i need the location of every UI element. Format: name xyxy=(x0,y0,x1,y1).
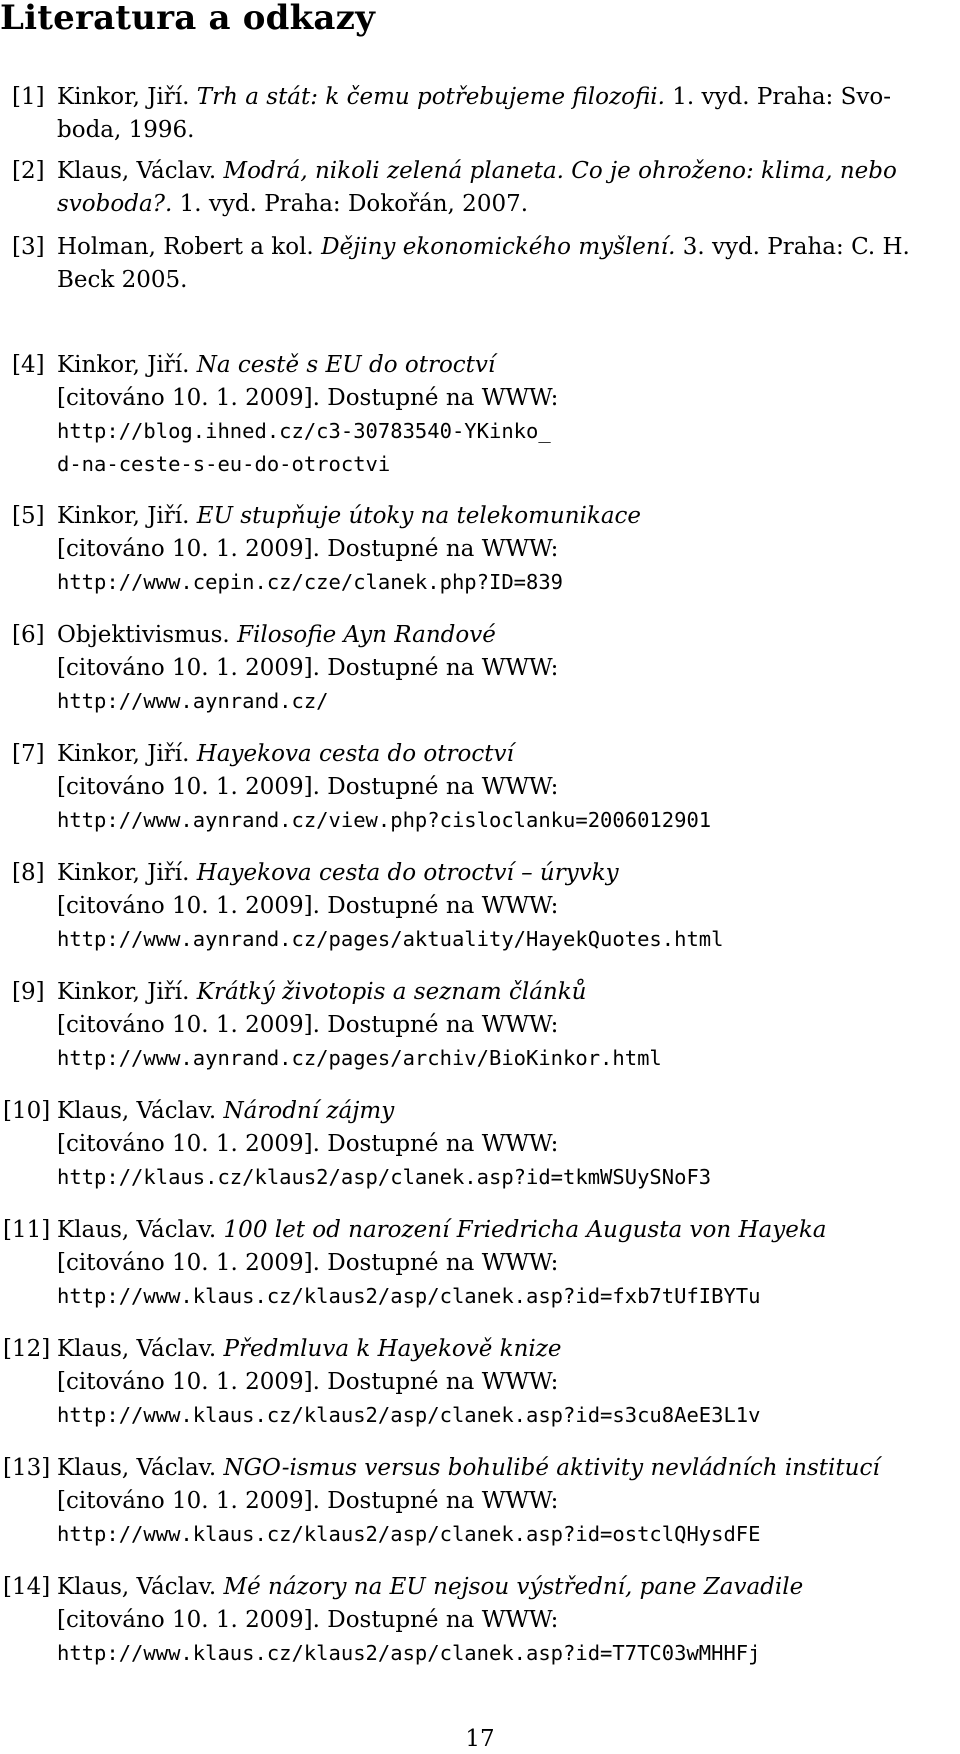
entry-publication: 1. vyd. Praha: Svo- xyxy=(672,84,891,110)
entry-text xyxy=(57,1095,957,1194)
entry-author: Klaus, Václav. xyxy=(57,1217,217,1243)
entry-text xyxy=(57,619,957,718)
entry-author: Kinkor, Jiří. xyxy=(57,84,190,110)
entry-cited: [citováno 10. 1. 2009]. Dostupné na WWW: xyxy=(57,774,559,800)
entry-label: [12] xyxy=(3,1336,51,1362)
entry-cited: [citováno 10. 1. 2009]. Dostupné na WWW: xyxy=(57,1012,559,1038)
entry-title: Hayekova cesta do otroctví xyxy=(196,741,514,767)
entry-label: [2] xyxy=(12,158,45,184)
entry-title: Dějiny ekonomického myšlení. xyxy=(321,234,676,260)
entry-text xyxy=(57,976,957,1075)
entry-text xyxy=(57,1571,957,1670)
entry-author: Kinkor, Jiří. xyxy=(57,860,190,886)
entry-publication-cont: boda, 1996. xyxy=(57,117,195,143)
entry-text xyxy=(57,857,957,956)
entry-title: Národní zájmy xyxy=(223,1098,395,1124)
entry-title: NGO-ismus versus bohulibé aktivity nevládních institucí xyxy=(223,1455,880,1481)
entry-label: [5] xyxy=(12,503,45,529)
entry-title: EU stupňuje útoky na telekomunikace xyxy=(196,503,642,529)
entry-cited: [citováno 10. 1. 2009]. Dostupné na WWW: xyxy=(57,893,559,919)
entry-url-link[interactable]: http://blog.ihned.cz/c3-30783540-YKinko_ xyxy=(57,419,551,443)
entry-author: Kinkor, Jiří. xyxy=(57,741,190,767)
entry-author: Kinkor, Jiří. xyxy=(57,979,190,1005)
entry-text xyxy=(57,1333,957,1432)
entry-cited: [citováno 10. 1. 2009]. Dostupné na WWW: xyxy=(57,1607,559,1633)
entry-cited: [citováno 10. 1. 2009]. Dostupné na WWW: xyxy=(57,1488,559,1514)
entry-label: [10] xyxy=(3,1098,51,1124)
entry-text xyxy=(57,1452,957,1551)
entry-author: Kinkor, Jiří. xyxy=(57,503,190,529)
entry-text xyxy=(57,738,957,837)
entry-text xyxy=(57,1214,957,1313)
entry-label: [3] xyxy=(12,234,45,260)
entry-title-cont: svoboda?. xyxy=(57,191,173,217)
entry-author: Holman, Robert a kol. xyxy=(57,234,314,260)
entry-title: Trh a stát: k čemu potřebujeme filozofii. xyxy=(196,84,665,110)
entry-author: Klaus, Václav. xyxy=(57,1455,217,1481)
entry-url-link[interactable]: http://www.aynrand.cz/ xyxy=(57,689,329,713)
entry-text xyxy=(57,349,957,481)
entry-text xyxy=(57,231,957,297)
entry-author: Klaus, Václav. xyxy=(57,1574,217,1600)
entry-author: Objektivismus. xyxy=(57,622,230,648)
entry-url-link[interactable]: http://www.klaus.cz/klaus2/asp/clanek.asp?id=s3cu8AeE3L1v xyxy=(57,1403,761,1427)
entry-author: Klaus, Václav. xyxy=(57,158,217,184)
entry-publication-cont: Beck 2005. xyxy=(57,267,188,293)
entry-title: Krátký životopis a seznam článků xyxy=(196,979,587,1005)
entry-publication: 1. vyd. Praha: Dokořán, 2007. xyxy=(179,191,529,217)
entry-url-link[interactable]: http://www.cepin.cz/cze/clanek.php?ID=839 xyxy=(57,570,564,594)
entry-cited: [citováno 10. 1. 2009]. Dostupné na WWW: xyxy=(57,655,559,681)
entry-title: Předmluva k Hayekově knize xyxy=(223,1336,562,1362)
entry-cited: [citováno 10. 1. 2009]. Dostupné na WWW: xyxy=(57,385,559,411)
section-title: Literatura a odkazy xyxy=(0,0,376,38)
entry-title: Mé názory na EU nejsou výstřední, pane Zavadile xyxy=(223,1574,804,1600)
entry-text xyxy=(57,81,957,147)
entry-label: [6] xyxy=(12,622,45,648)
entry-cited: [citováno 10. 1. 2009]. Dostupné na WWW: xyxy=(57,1131,559,1157)
entry-title: Hayekova cesta do otroctví – úryvky xyxy=(196,860,619,886)
entry-title: Modrá, nikoli zelená planeta. Co je ohroženo: klima, nebo xyxy=(223,158,897,184)
entry-url-link[interactable]: http://www.klaus.cz/klaus2/asp/clanek.asp?id=T7TC03wMHHFj xyxy=(57,1641,761,1665)
entry-label: [11] xyxy=(3,1217,51,1243)
entry-publication: 3. vyd. Praha: C. H. xyxy=(682,234,910,260)
entry-text xyxy=(57,155,957,221)
entry-label: [7] xyxy=(12,741,45,767)
page-number: 17 xyxy=(465,1726,495,1752)
entry-author: Klaus, Václav. xyxy=(57,1336,217,1362)
entry-url-link[interactable]: http://www.aynrand.cz/pages/archiv/BioKinkor.html xyxy=(57,1046,662,1070)
entry-label: [8] xyxy=(12,860,45,886)
entry-text xyxy=(57,500,957,599)
entry-url-link[interactable]: http://www.aynrand.cz/pages/aktuality/HayekQuotes.html xyxy=(57,927,724,951)
entry-author: Kinkor, Jiří. xyxy=(57,352,190,378)
entry-title: Filosofie Ayn Randové xyxy=(237,622,496,648)
entry-url-link[interactable]: http://klaus.cz/klaus2/asp/clanek.asp?id=tkmWSUySNoF3 xyxy=(57,1165,712,1189)
entry-cited: [citováno 10. 1. 2009]. Dostupné na WWW: xyxy=(57,536,559,562)
entry-title: 100 let od narození Friedricha Augusta von Hayeka xyxy=(223,1217,827,1243)
entry-cited: [citováno 10. 1. 2009]. Dostupné na WWW: xyxy=(57,1250,559,1276)
entry-url-link-cont[interactable]: d-na-ceste-s-eu-do-otroctvi xyxy=(57,452,391,476)
entry-label: [1] xyxy=(12,84,45,110)
entry-url-link[interactable]: http://www.klaus.cz/klaus2/asp/clanek.asp?id=ostclQHysdFE xyxy=(57,1522,761,1546)
entry-label: [4] xyxy=(12,352,45,378)
entry-author: Klaus, Václav. xyxy=(57,1098,217,1124)
entry-title: Na cestě s EU do otroctví xyxy=(196,352,496,378)
entry-cited: [citováno 10. 1. 2009]. Dostupné na WWW: xyxy=(57,1369,559,1395)
entry-url-link[interactable]: http://www.aynrand.cz/view.php?cisloclanku=2006012901 xyxy=(57,808,712,832)
entry-label: [14] xyxy=(3,1574,51,1600)
entry-label: [13] xyxy=(3,1455,51,1481)
entry-label: [9] xyxy=(12,979,45,1005)
entry-url-link[interactable]: http://www.klaus.cz/klaus2/asp/clanek.asp?id=fxb7tUfIBYTu xyxy=(57,1284,761,1308)
